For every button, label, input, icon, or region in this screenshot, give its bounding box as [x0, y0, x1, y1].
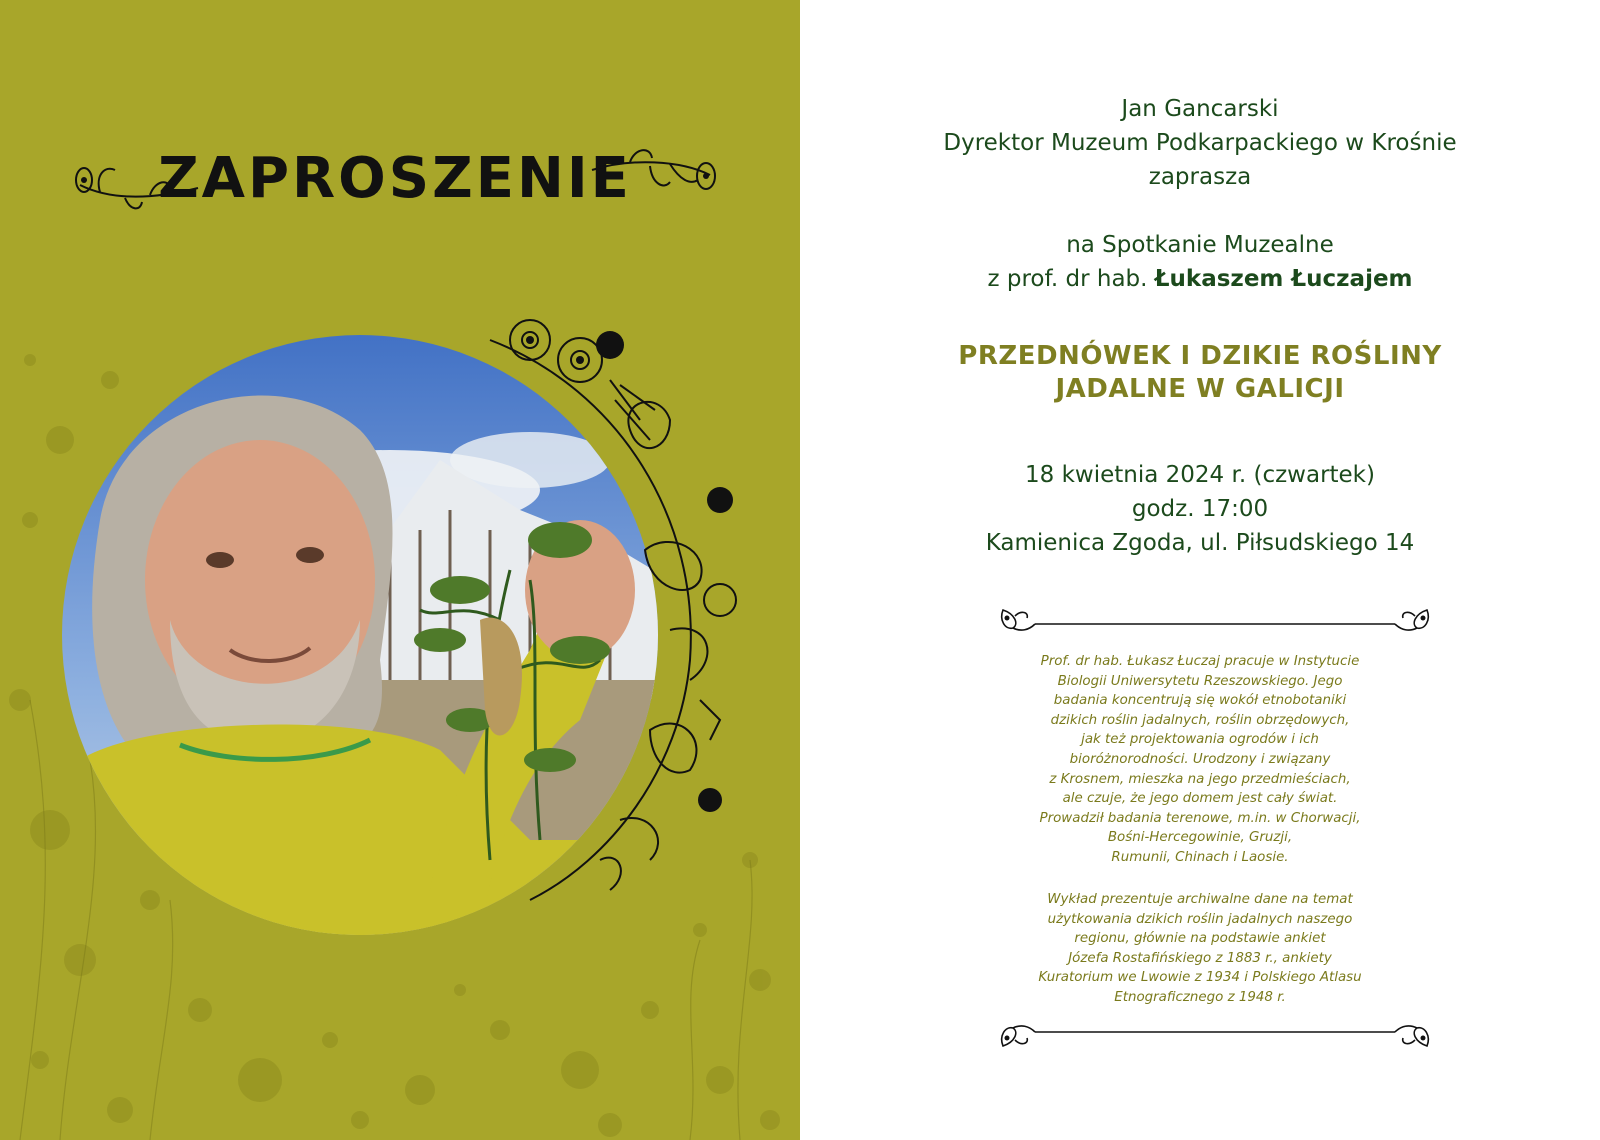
divider-ornament-icon — [995, 604, 1435, 638]
meeting-block — [800, 228, 1600, 296]
right-panel — [800, 0, 1600, 1140]
bio-line: jak też projektowania ogrodów i ich — [1081, 732, 1319, 748]
invitation-title: ZAPROSZENIE — [158, 146, 632, 211]
bio-line: dzikich roślin jadalnych, roślin obrzędowych, — [1050, 712, 1350, 728]
bio-line: użytkowania dzikich roślin jadalnych naszego — [1047, 911, 1353, 927]
bio-line: Kuratorium we Lwowie z 1934 i Polskiego Atlasu — [1038, 970, 1362, 986]
bio-line: Prowadził badania terenowe, m.in. w Chorwacji, — [1039, 810, 1361, 826]
speaker-name: Łukaszem Łuczajem — [1154, 266, 1413, 292]
bio-line: Józefa Rostafińskiego z 1883 r., ankiety — [1068, 950, 1332, 966]
bio-line: z Krosnem, mieszka na jego przedmieściach, — [1049, 771, 1351, 787]
lecture-title-line1: PRZEDNÓWEK I DZIKIE ROŚLINY — [958, 341, 1442, 371]
bio-line: Bośni-Hercegowinie, Gruzji, — [1107, 830, 1293, 846]
bio-paragraph-2 — [990, 890, 1410, 1008]
bio-line: Etnograficznego z 1948 r. — [1114, 989, 1286, 1005]
event-details — [800, 458, 1600, 560]
title-block — [70, 140, 720, 220]
bio-paragraph-1 — [990, 652, 1410, 868]
bio-line: regionu, głównie na podstawie ankiet — [1074, 931, 1326, 947]
event-time: godz. 17:00 — [1131, 496, 1269, 522]
lecture-title-line2: JADALNE W GALICJI — [1055, 374, 1345, 404]
bio-line: Prof. dr hab. Łukasz Łuczaj pracuje w Instytucie — [1040, 654, 1360, 669]
bio-line: ale czuje, że jego domem jest cały świat. — [1062, 791, 1338, 807]
floral-ornament-icon — [590, 140, 720, 220]
meeting-line2 — [800, 262, 1600, 296]
host-verb: zaprasza — [1148, 164, 1252, 190]
lecture-title — [800, 340, 1600, 406]
meeting-line1: na Spotkanie Muzealne — [1066, 232, 1334, 258]
host-role: Dyrektor Muzeum Podkarpackiego w Krośnie — [943, 130, 1457, 156]
flower-wreath-icon — [470, 300, 750, 920]
bio-line: Biologii Uniwersytetu Rzeszowskiego. Jego — [1057, 673, 1343, 689]
event-place: Kamienica Zgoda, ul. Piłsudskiego 14 — [985, 530, 1415, 556]
bio-line: Wykład prezentuje archiwalne dane na temat — [1047, 892, 1353, 907]
divider-ornament-icon — [995, 1018, 1435, 1052]
bio-line: Rumunii, Chinach i Laosie. — [1111, 849, 1289, 865]
host-block — [800, 92, 1600, 194]
bio-line: bioróżnorodności. Urodzony i związany — [1069, 751, 1331, 767]
host-name: Jan Gancarski — [1121, 96, 1279, 122]
event-date: 18 kwietnia 2024 r. (czwartek) — [1025, 462, 1375, 488]
meeting-prefix: z prof. dr hab. — [987, 266, 1155, 292]
bio-line: badania koncentrują się wokół etnobotaniki — [1053, 693, 1347, 709]
